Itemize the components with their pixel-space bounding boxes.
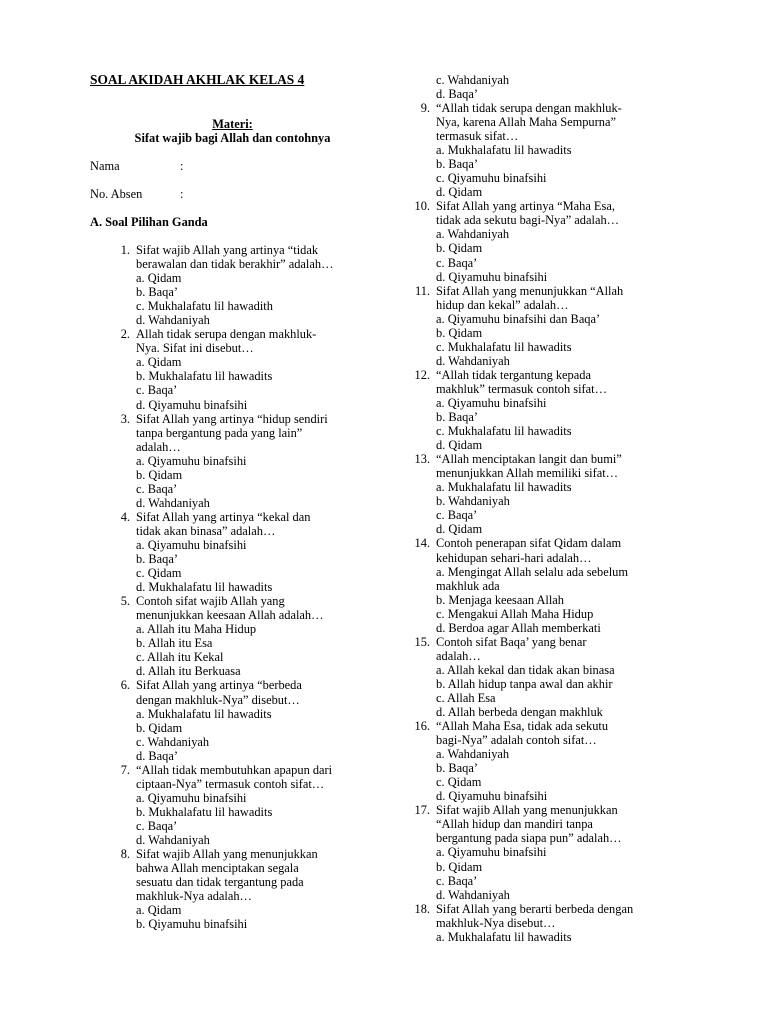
- answer-option: b. Wahdaniyah: [436, 494, 510, 509]
- question-number: 14.: [414, 536, 430, 551]
- answer-option: d. Qidam: [436, 185, 483, 200]
- answer-option: b. Qidam: [436, 325, 483, 340]
- question-text-line: Sifat Allah yang artinya “kekal dan: [136, 509, 311, 524]
- answer-option: a. Qiyamuhu binafsihi: [436, 845, 547, 860]
- question-number: 10.: [414, 199, 430, 214]
- question-number: 6.: [120, 678, 130, 693]
- answer-option: d. Allah berbeda dengan makhluk: [436, 705, 603, 720]
- question-text-line: bergantung pada siapa pun” adalah…: [436, 831, 622, 846]
- answer-option: a. Mukhalafatu lil hawadits: [436, 480, 572, 495]
- question-number: 13.: [414, 452, 430, 467]
- question-item: [414, 719, 736, 804]
- question-text-line: Sifat Allah yang menunjukkan “Allah: [436, 283, 624, 298]
- answer-option: a. Wahdaniyah: [436, 747, 510, 762]
- answer-option: d. Wahdaniyah: [136, 313, 210, 328]
- question-text-line: tidak ada sekutu bagi-Nya” adalah…: [436, 213, 620, 228]
- answer-option: a. Mukhalafatu lil hawadits: [436, 929, 572, 944]
- question-text-line: Nya, karena Allah Maha Sempurna”: [436, 115, 616, 130]
- answer-option: c. Allah itu Kekal: [136, 650, 224, 665]
- answer-option: b. Mukhalafatu lil hawadits: [136, 804, 273, 819]
- question-text-line: dengan makhluk-Nya” disebut…: [136, 692, 300, 707]
- question-number: 8.: [120, 847, 130, 862]
- question-item: [414, 452, 736, 537]
- answer-option: b. Qidam: [436, 241, 483, 256]
- question-item: [120, 243, 396, 328]
- question-text-line: adalah…: [136, 439, 181, 454]
- answer-option: c. Qiyamuhu binafsihi: [436, 171, 547, 186]
- answer-option: b. Menjaga keesaan Allah: [436, 592, 564, 607]
- answer-option: d. Wahdaniyah: [136, 495, 210, 510]
- question-item: [120, 327, 396, 412]
- answer-option: b. Allah itu Esa: [136, 636, 213, 651]
- question-text-line: Sifat wajib Allah yang menunjukkan: [436, 803, 618, 818]
- answer-option: b. Mukhalafatu lil hawadits: [136, 369, 273, 384]
- answer-option: c. Baqa’: [136, 481, 178, 496]
- question-text-line: Sifat Allah yang artinya “berbeda: [136, 678, 302, 693]
- question-text-line: Contoh penerapan sifat Qidam dalam: [436, 536, 622, 551]
- answer-option: d. Baqa’: [436, 87, 478, 102]
- question-item: [120, 594, 396, 679]
- question-number: 17.: [414, 803, 430, 818]
- right-continuation: [436, 73, 736, 101]
- answer-option: d. Wahdaniyah: [436, 353, 510, 368]
- question-text-line: “Allah tidak membutuhkan apapun dari: [136, 762, 333, 777]
- left-question-list: [120, 243, 396, 932]
- name-separator: :: [180, 159, 184, 173]
- question-item: [414, 803, 736, 902]
- answer-option: d. Qiyamuhu binafsihi: [436, 269, 548, 284]
- question-number: 9.: [420, 101, 430, 115]
- question-item: [120, 847, 396, 932]
- question-text-line: Sifat wajib Allah yang menunjukkan: [136, 847, 318, 862]
- question-text-line: bagi-Nya” adalah contoh sifat…: [436, 733, 597, 748]
- question-item: [120, 509, 396, 595]
- answer-option: b. Qiyamuhu binafsihi: [136, 917, 248, 932]
- question-text-line: sesuatu dan tidak tergantung pada: [136, 875, 304, 890]
- answer-option: d. Wahdaniyah: [136, 832, 210, 847]
- right-question-list: [414, 101, 736, 944]
- answer-option: d. Allah itu Berkuasa: [136, 664, 241, 679]
- answer-option: a. Qidam: [136, 355, 182, 370]
- answer-option: c. Baqa’: [436, 508, 478, 523]
- answer-option: c. Mengakui Allah Maha Hidup: [436, 606, 594, 621]
- answer-option: d. Wahdaniyah: [436, 887, 510, 902]
- question-text-line: Sifat Allah yang artinya “Maha Esa,: [436, 199, 615, 214]
- answer-option: c. Baqa’: [136, 818, 178, 833]
- question-number: 12.: [414, 367, 430, 382]
- question-number: 16.: [414, 719, 430, 734]
- question-item: [414, 536, 736, 635]
- answer-option: b. Baqa’: [136, 285, 178, 300]
- question-text-line: ciptaan-Nya” termasuk contoh sifat…: [136, 776, 325, 791]
- question-text-line: “Allah hidup dan mandiri tanpa: [436, 817, 593, 832]
- answer-option: b. Qidam: [436, 859, 483, 874]
- question-text-line: menunjukkan keesaan Allah adalah…: [136, 608, 324, 623]
- answer-option: b. Baqa’: [136, 552, 178, 567]
- question-number: 3.: [120, 411, 130, 426]
- answer-option: a. Mukhalafatu lil hawadits: [136, 706, 272, 721]
- page-title: SOAL AKIDAH AKHLAK KELAS 4: [90, 72, 305, 87]
- answer-option: a. Allah kekal dan tidak akan binasa: [436, 662, 615, 677]
- answer-option: d. Qiyamuhu binafsihi: [436, 789, 548, 804]
- question-number: 2.: [120, 327, 130, 342]
- question-text-line: Contoh sifat wajib Allah yang: [136, 594, 285, 609]
- question-number: 18.: [414, 901, 430, 916]
- question-text-line: Sifat Allah yang berarti berbeda dengan: [436, 901, 634, 916]
- question-text-line: makhluk-Nya disebut…: [436, 915, 556, 930]
- question-number: 5.: [120, 594, 130, 609]
- question-text-line: Contoh sifat Baqa’ yang benar: [436, 634, 587, 649]
- question-text-line: berawalan dan tidak berakhir” adalah…: [136, 257, 334, 272]
- answer-option: b. Baqa’: [436, 157, 478, 172]
- question-item: [420, 101, 736, 200]
- answer-option: a. Qiyamuhu binafsihi dan Baqa’: [436, 311, 601, 326]
- question-number: 7.: [120, 762, 130, 777]
- question-item: [414, 367, 736, 453]
- answer-option: a. Qidam: [136, 903, 182, 918]
- materi-topic: Sifat wajib bagi Allah dan contohnya: [134, 131, 331, 145]
- question-text-line: “Allah menciptakan langit dan bumi”: [436, 452, 622, 467]
- answer-option: c. Baqa’: [436, 255, 478, 270]
- answer-option: c. Baqa’: [136, 383, 178, 398]
- section-heading: A. Soal Pilihan Ganda: [90, 215, 208, 229]
- answer-option: c. Qidam: [136, 566, 182, 581]
- question-item: [120, 762, 396, 847]
- answer-option: d. Qiyamuhu binafsihi: [136, 397, 248, 412]
- answer-option: a. Mengingat Allah selalu ada sebelum: [436, 564, 628, 579]
- answer-option: d. Berdoa agar Allah memberkati: [436, 620, 601, 635]
- answer-option: a. Qiyamuhu binafsihi: [136, 790, 247, 805]
- question-number: 15.: [414, 634, 430, 649]
- question-item: [120, 411, 396, 510]
- question-text-line: makhluk-Nya adalah…: [136, 889, 252, 904]
- answer-option: c. Qidam: [436, 775, 482, 790]
- answer-option: a. Mukhalafatu lil hawadits: [436, 143, 572, 158]
- absen-label: No. Absen: [90, 187, 143, 201]
- answer-option: a. Qiyamuhu binafsihi: [136, 453, 247, 468]
- answer-option: c. Wahdaniyah: [436, 73, 510, 87]
- question-text-line: hidup dan kekal” adalah…: [436, 297, 569, 312]
- question-text-line: Allah tidak serupa dengan makhluk-: [136, 327, 317, 342]
- answer-option: b. Baqa’: [436, 761, 478, 776]
- question-text-line: “Allah tidak serupa dengan makhluk-: [436, 101, 622, 115]
- question-text-line: Sifat Allah yang artinya “hidup sendiri: [136, 411, 328, 426]
- question-text-line: Sifat wajib Allah yang artinya “tidak: [136, 243, 319, 257]
- question-text-line: kehidupan sehari-hari adalah…: [436, 550, 592, 565]
- question-number: 1.: [120, 243, 130, 257]
- answer-option: a. Qidam: [136, 271, 182, 286]
- question-text-line: adalah…: [436, 648, 481, 663]
- question-number: 11.: [414, 283, 430, 298]
- answer-option: makhluk ada: [436, 578, 500, 593]
- answer-option: b. Qidam: [136, 720, 183, 735]
- answer-option: a. Qiyamuhu binafsihi: [436, 395, 547, 410]
- answer-option: b. Qidam: [136, 467, 183, 482]
- question-text-line: bahwa Allah menciptakan segala: [136, 861, 299, 876]
- question-text-line: menunjukkan Allah memiliki sifat…: [436, 466, 619, 481]
- name-field: [90, 159, 183, 173]
- answer-option: b. Baqa’: [436, 410, 478, 425]
- absen-separator: :: [180, 187, 184, 201]
- answer-option: d. Baqa’: [136, 748, 178, 763]
- answer-option: b. Allah hidup tanpa awal dan akhir: [436, 676, 613, 691]
- answer-option: d. Mukhalafatu lil hawadits: [136, 580, 273, 595]
- question-text-line: termasuk sifat…: [436, 129, 519, 144]
- answer-option: a. Wahdaniyah: [436, 227, 510, 242]
- question-text-line: tidak akan binasa” adalah…: [136, 523, 276, 538]
- question-item: [414, 634, 736, 720]
- answer-option: c. Mukhalafatu lil hawadith: [136, 299, 273, 314]
- answer-option: c. Mukhalafatu lil hawadits: [436, 424, 572, 439]
- answer-option: d. Qidam: [436, 522, 483, 537]
- answer-option: c. Allah Esa: [436, 690, 496, 705]
- answer-option: c. Baqa’: [436, 873, 478, 888]
- materi-label: Materi:: [212, 117, 253, 131]
- answer-option: c. Wahdaniyah: [136, 734, 210, 749]
- question-item: [414, 199, 736, 284]
- question-text-line: “Allah tidak tergantung kepada: [436, 367, 591, 382]
- question-text-line: “Allah Maha Esa, tidak ada sekutu: [436, 719, 609, 734]
- question-item: [414, 901, 736, 944]
- question-item: [120, 678, 396, 763]
- name-label: Nama: [90, 159, 120, 173]
- answer-option: a. Qiyamuhu binafsihi: [136, 537, 247, 552]
- question-text-line: tanpa bergantung pada yang lain”: [136, 425, 303, 440]
- question-item: [414, 283, 736, 368]
- answer-option: c. Mukhalafatu lil hawadits: [436, 339, 572, 354]
- question-number: 4.: [120, 509, 130, 524]
- question-text-line: Nya. Sifat ini disebut…: [136, 341, 254, 356]
- absen-field: [90, 187, 183, 201]
- answer-option: a. Allah itu Maha Hidup: [136, 622, 257, 637]
- question-text-line: makhluk” termasuk contoh sifat…: [436, 381, 608, 396]
- answer-option: d. Qidam: [436, 438, 483, 453]
